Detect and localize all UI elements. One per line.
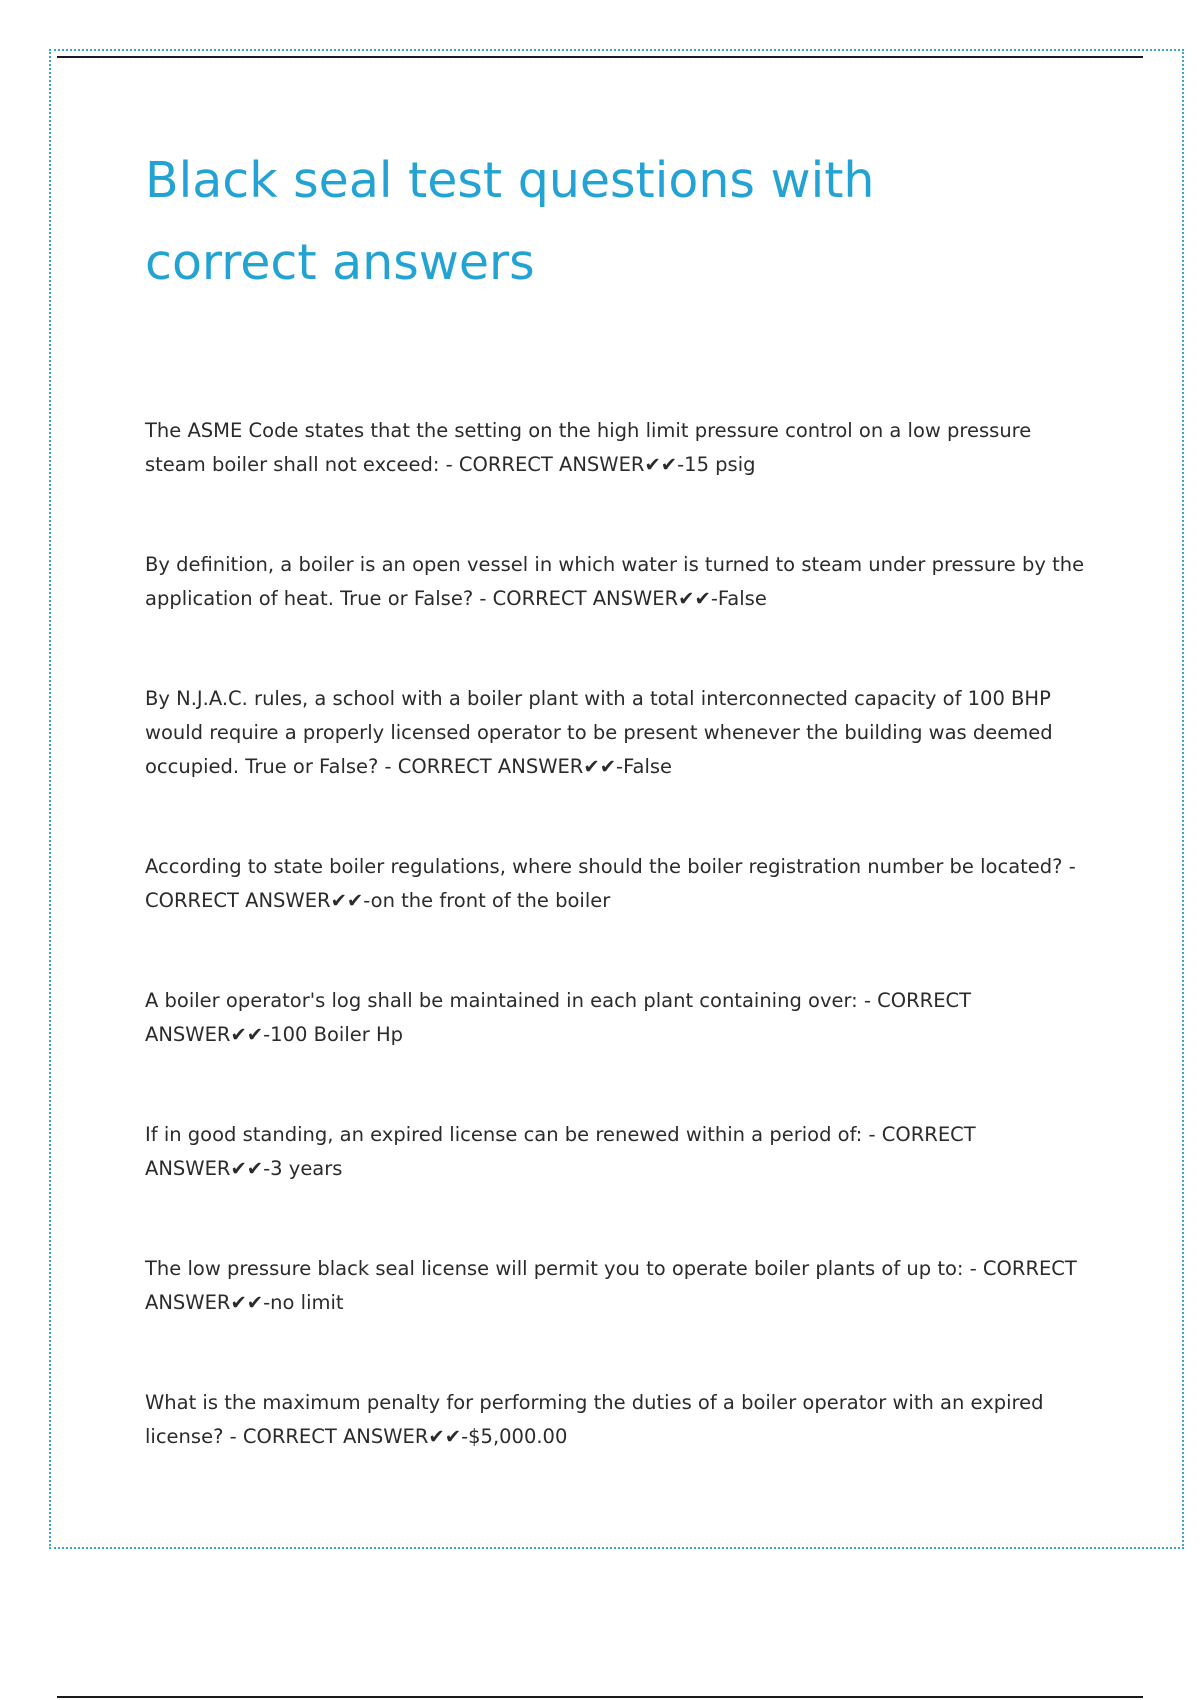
qa-item: By N.J.A.C. rules, a school with a boiler plant with a total interconnected capacity of 100 BHP would require a properly licensed operator to be present whenever the building was deemed occupied. True or False? - CORRECT ANSWER✔✔-False bbox=[145, 687, 1053, 778]
document-title: Black seal test questions with correct answers bbox=[145, 152, 875, 291]
qa-item: The ASME Code states that the setting on the high limit pressure control on a low pressure steam boiler shall not exceed: - CORRECT ANSWER✔✔-15 psig bbox=[145, 419, 1032, 476]
qa-item: A boiler operator's log shall be maintained in each plant containing over: - CORRECT ANSWER✔✔-100 Boiler Hp bbox=[145, 989, 972, 1046]
qa-item: By definition, a boiler is an open vessel in which water is turned to steam under pressure by the application of heat. True or False? - CORRECT ANSWER✔✔-False bbox=[145, 553, 1085, 610]
bottom-rule bbox=[57, 1696, 1143, 1698]
qa-item: If in good standing, an expired license can be renewed within a period of: - CORRECT ANSWER✔✔-3 years bbox=[145, 1123, 976, 1180]
top-rule bbox=[57, 56, 1143, 58]
qa-item: The low pressure black seal license will permit you to operate boiler plants of up to: - CORRECT ANSWER✔✔-no limit bbox=[145, 1257, 1077, 1314]
qa-item: What is the maximum penalty for performing the duties of a boiler operator with an expired license? - CORRECT ANSWER✔✔-$5,000.00 bbox=[145, 1391, 1044, 1448]
qa-list bbox=[145, 414, 1095, 1520]
qa-item: According to state boiler regulations, where should the boiler registration number be located? - CORRECT ANSWER✔✔-on the front of the boiler bbox=[145, 855, 1076, 912]
